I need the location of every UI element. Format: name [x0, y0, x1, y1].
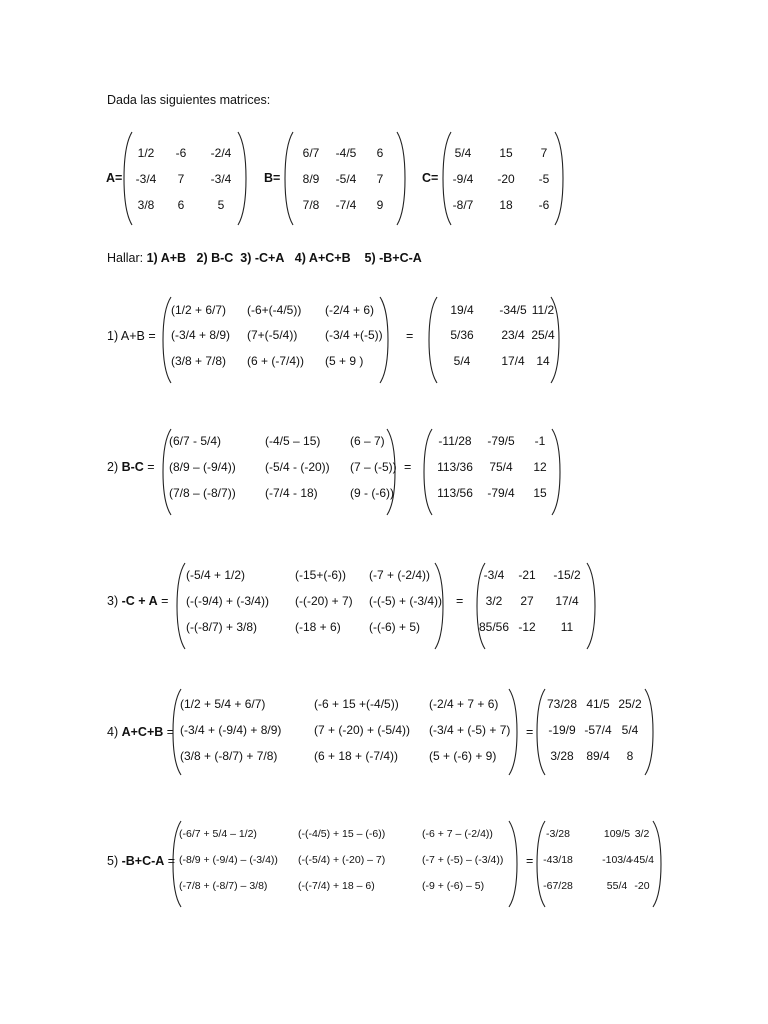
matrix-cell: 9 [376, 198, 384, 212]
matrix-cell: 18 [499, 198, 513, 212]
matrix-cell: 73/28 [546, 697, 578, 711]
label-suffix: = [157, 594, 169, 608]
matrix-cell: 17/4 [501, 354, 525, 368]
matrix-cell: -19/9 [548, 723, 576, 737]
label-operation: A+C+B [121, 725, 164, 739]
matrix-cell: (7 + (-20) + (-5/4)) [314, 723, 411, 737]
matrix-cell: 85/56 [478, 620, 510, 634]
label-suffix: = [163, 725, 175, 739]
matrix-cell: (-(-20) + 7) [295, 594, 353, 608]
matrix-cell: 6 [376, 146, 384, 160]
label-prefix: 4) [107, 725, 122, 739]
matrix-cell: 25/2 [618, 697, 642, 711]
matrix-cell: (7+(-5/4)) [247, 328, 298, 342]
problem-2-expression-matrix [163, 428, 395, 516]
matrix-cell: 25/4 [531, 328, 555, 342]
matrix-cell: (-2/4 + 6) [325, 303, 375, 317]
matrix-cell: 7/8 [302, 198, 320, 212]
left-bracket [537, 689, 545, 775]
matrix-cell: 19/4 [450, 303, 474, 317]
matrix-cell: (-8/9 + (-9/4) – (-3/4)) [179, 854, 278, 866]
matrix-cell: 109/5 [603, 828, 631, 840]
problem-5-expression-matrix [173, 820, 517, 908]
matrix-b-label: B= [264, 171, 281, 185]
hallar-item-4: 4) A+C+B [294, 251, 351, 265]
matrix-cell: (-(-9/4) + (-3/4)) [186, 594, 270, 608]
matrix-cell: (-9 + (-6) – 5) [422, 880, 485, 892]
label-suffix: = [143, 460, 155, 474]
right-bracket [587, 563, 595, 649]
label-operation: -B+C-A [121, 854, 165, 868]
hallar-item-5: 5) -B+C-A [364, 251, 422, 265]
matrix-cell: (-3/4 + (-5) + 7) [429, 723, 511, 737]
matrix-cell: -3/4 [135, 172, 157, 186]
matrix-cell: (7 – (-5)) [350, 460, 397, 474]
label-prefix: 2) [107, 460, 122, 474]
matrix-cell: 113/36 [437, 460, 473, 474]
matrix-cell: (-7 + (-2/4)) [369, 568, 431, 582]
matrix-cell: 55/4 [606, 880, 628, 892]
matrix-cell: 8 [626, 749, 634, 763]
matrix-cell: -5/4 [335, 172, 357, 186]
matrix-cell: 15 [499, 146, 513, 160]
matrix-cell: (-5/4 - (-20)) [265, 460, 330, 474]
label-prefix: 5) [107, 854, 122, 868]
problem-1-label [107, 329, 156, 343]
hallar-item-2: 2) B-C [196, 251, 234, 265]
matrix-a-label: A= [106, 171, 123, 185]
matrix-cell: -6 [175, 146, 187, 160]
matrix-cell: (-(-8/7) + 3/8) [186, 620, 258, 634]
matrix-cell: (6 + 18 + (-7/4)) [314, 749, 399, 763]
matrix-cell: -5 [538, 172, 550, 186]
right-bracket [555, 132, 563, 225]
problem-3-result-matrix [477, 562, 595, 650]
matrix-cell: (-5/4 + 1/2) [186, 568, 246, 582]
matrix-cell: (-(-5/4) + (-20) – 7) [298, 854, 386, 866]
right-bracket [653, 821, 661, 907]
problem-1-result-matrix [429, 296, 559, 384]
problem-4-label [107, 725, 174, 739]
label-operation: -C + A [121, 594, 158, 608]
left-bracket [177, 563, 185, 649]
problem-3-equals: = [456, 594, 464, 608]
matrix-cell: (9 - (-6)) [350, 486, 394, 500]
matrix-cell: -7/4 [335, 198, 357, 212]
matrix-cell: (-7/8 + (-8/7) – 3/8) [179, 880, 268, 892]
matrix-cell: -4/5 [335, 146, 357, 160]
problem-3-label [107, 594, 168, 608]
matrix-cell: (-6 + 15 +(-4/5)) [314, 697, 399, 711]
hallar-line [107, 251, 422, 265]
matrix-cell: 1/2 [137, 146, 155, 160]
left-bracket [424, 429, 432, 515]
matrix-cell: (3/8 + 7/8) [171, 354, 227, 368]
matrix-cell: 89/4 [586, 749, 610, 763]
matrix-cell: 3/8 [137, 198, 155, 212]
matrix-cell: 15 [533, 486, 547, 500]
matrix-cell: (-(-4/5) + 15 – (-6)) [298, 828, 386, 840]
right-bracket [645, 689, 653, 775]
matrix-cell: -12 [518, 620, 536, 634]
problem-1-equals: = [406, 329, 414, 343]
matrix-cell: (-3/4 + (-9/4) + 8/9) [180, 723, 282, 737]
matrix-cell: -79/5 [487, 434, 515, 448]
matrix-cell: (-(-5) + (-3/4)) [369, 594, 442, 608]
matrix-cell: 27 [520, 594, 534, 608]
matrix-cell: 12 [533, 460, 547, 474]
problem-4-equals: = [526, 725, 534, 739]
problem-5-label [107, 854, 175, 868]
matrix-c-label: C= [422, 171, 439, 185]
left-bracket [285, 132, 293, 225]
label-prefix: 3) [107, 594, 122, 608]
matrix-cell: (6 – 7) [350, 434, 385, 448]
matrix-a [124, 131, 246, 226]
matrix-cell: -21 [518, 568, 536, 582]
matrix-cell: (5 + (-6) + 9) [429, 749, 497, 763]
matrix-cell: 113/56 [437, 486, 473, 500]
problem-1-expression-matrix [163, 296, 388, 384]
matrix-c [443, 131, 563, 226]
matrix-cell: 3/28 [550, 749, 574, 763]
matrix-cell: -3/28 [546, 828, 570, 840]
matrix-cell: -103/4 [602, 854, 632, 866]
matrix-cell: -79/4 [487, 486, 515, 500]
intro-text: Dada las siguientes matrices: [107, 93, 271, 107]
hallar-prefix: Hallar: [107, 251, 147, 265]
matrix-cell: 5 [217, 198, 225, 212]
matrix-cell: (-15+(-6)) [295, 568, 347, 582]
matrix-cell: -57/4 [584, 723, 612, 737]
matrix-cell: 5/4 [453, 354, 471, 368]
matrix-cell: -9/4 [452, 172, 474, 186]
matrix-cell: -3/4 [210, 172, 232, 186]
left-bracket [429, 297, 437, 383]
left-bracket [443, 132, 451, 225]
right-bracket [397, 132, 405, 225]
matrix-cell: -45/4 [630, 854, 654, 866]
matrix-cell: (-3/4 + 8/9) [171, 328, 231, 342]
matrix-cell: 5/36 [450, 328, 474, 342]
matrix-cell: (6 + (-7/4)) [247, 354, 305, 368]
matrix-cell: (1/2 + 5/4 + 6/7) [180, 697, 266, 711]
matrix-cell: (-6 + 7 – (-2/4)) [422, 828, 493, 840]
hallar-item-3: 3) -C+A [240, 251, 285, 265]
matrix-cell: 41/5 [586, 697, 610, 711]
right-bracket [238, 132, 246, 225]
label-operation: B-C [121, 460, 144, 474]
matrix-cell: (1/2 + 6/7) [171, 303, 227, 317]
left-bracket [124, 132, 132, 225]
problem-5-equals: = [526, 854, 534, 868]
matrix-cell: (8/9 – (-9/4)) [169, 460, 236, 474]
matrix-cell: (7/8 – (-8/7)) [169, 486, 236, 500]
matrix-cell: (6/7 - 5/4) [169, 434, 222, 448]
problem-2-result-matrix [424, 428, 560, 516]
problem-2-label [107, 460, 155, 474]
matrix-cell: -8/7 [452, 198, 474, 212]
matrix-cell: (-18 + 6) [295, 620, 341, 634]
matrix-cell: 11 [560, 620, 574, 634]
matrix-cell: 3/2 [634, 828, 650, 840]
matrix-cell: (-6+(-4/5)) [247, 303, 302, 317]
matrix-cell: (-4/5 – 15) [265, 434, 321, 448]
right-bracket [552, 429, 560, 515]
problem-5-result-matrix [537, 820, 661, 908]
left-bracket [163, 297, 171, 383]
matrix-cell: (-2/4 + 7 + 6) [429, 697, 499, 711]
matrix-cell: -20 [634, 880, 650, 892]
matrix-cell: -3/4 [483, 568, 505, 582]
matrix-cell: -43/18 [543, 854, 573, 866]
matrix-cell: 8/9 [302, 172, 320, 186]
hallar-item-1: 1) A+B [146, 251, 187, 265]
matrix-cell: -2/4 [210, 146, 232, 160]
matrix-cell: -6 [538, 198, 550, 212]
matrix-cell: -67/28 [543, 880, 573, 892]
matrix-cell: -11/28 [438, 434, 472, 448]
matrix-cell: 75/4 [489, 460, 513, 474]
label-prefix: 1) A+B = [107, 329, 156, 343]
matrix-cell: (-3/4 +(-5)) [325, 328, 383, 342]
problem-3-expression-matrix [177, 562, 443, 650]
matrix-cell: -34/5 [499, 303, 527, 317]
matrix-cell: 3/2 [485, 594, 503, 608]
matrix-cell: (-7 + (-5) – (-3/4)) [422, 854, 504, 866]
matrix-cell: 5/4 [621, 723, 639, 737]
matrix-cell: (-(-6) + 5) [369, 620, 420, 634]
right-bracket [509, 821, 517, 907]
matrix-cell: 7 [177, 172, 185, 186]
label-suffix: = [164, 854, 176, 868]
matrix-cell: 6 [177, 198, 185, 212]
matrix-cell: 17/4 [555, 594, 579, 608]
matrix-cell: -1 [534, 434, 546, 448]
problem-4-expression-matrix [173, 688, 517, 776]
problem-4-result-matrix [537, 688, 653, 776]
matrix-cell: 14 [536, 354, 550, 368]
matrix-cell: (-(-7/4) + 18 – 6) [298, 880, 375, 892]
matrix-cell: (3/8 + (-8/7) + 7/8) [180, 749, 278, 763]
matrix-cell: (-7/4 - 18) [265, 486, 318, 500]
matrix-cell: 5/4 [454, 146, 472, 160]
matrix-cell: 11/2 [531, 303, 555, 317]
matrix-cell: 23/4 [501, 328, 525, 342]
matrix-cell: -15/2 [553, 568, 581, 582]
matrix-cell: -20 [497, 172, 515, 186]
matrix-b [285, 131, 405, 226]
matrix-cell: 6/7 [302, 146, 320, 160]
matrix-cell: 7 [376, 172, 384, 186]
matrix-cell: (-6/7 + 5/4 – 1/2) [179, 828, 257, 840]
matrix-cell: 7 [540, 146, 548, 160]
matrix-cell: (5 + 9 ) [325, 354, 364, 368]
problem-2-equals: = [404, 460, 412, 474]
